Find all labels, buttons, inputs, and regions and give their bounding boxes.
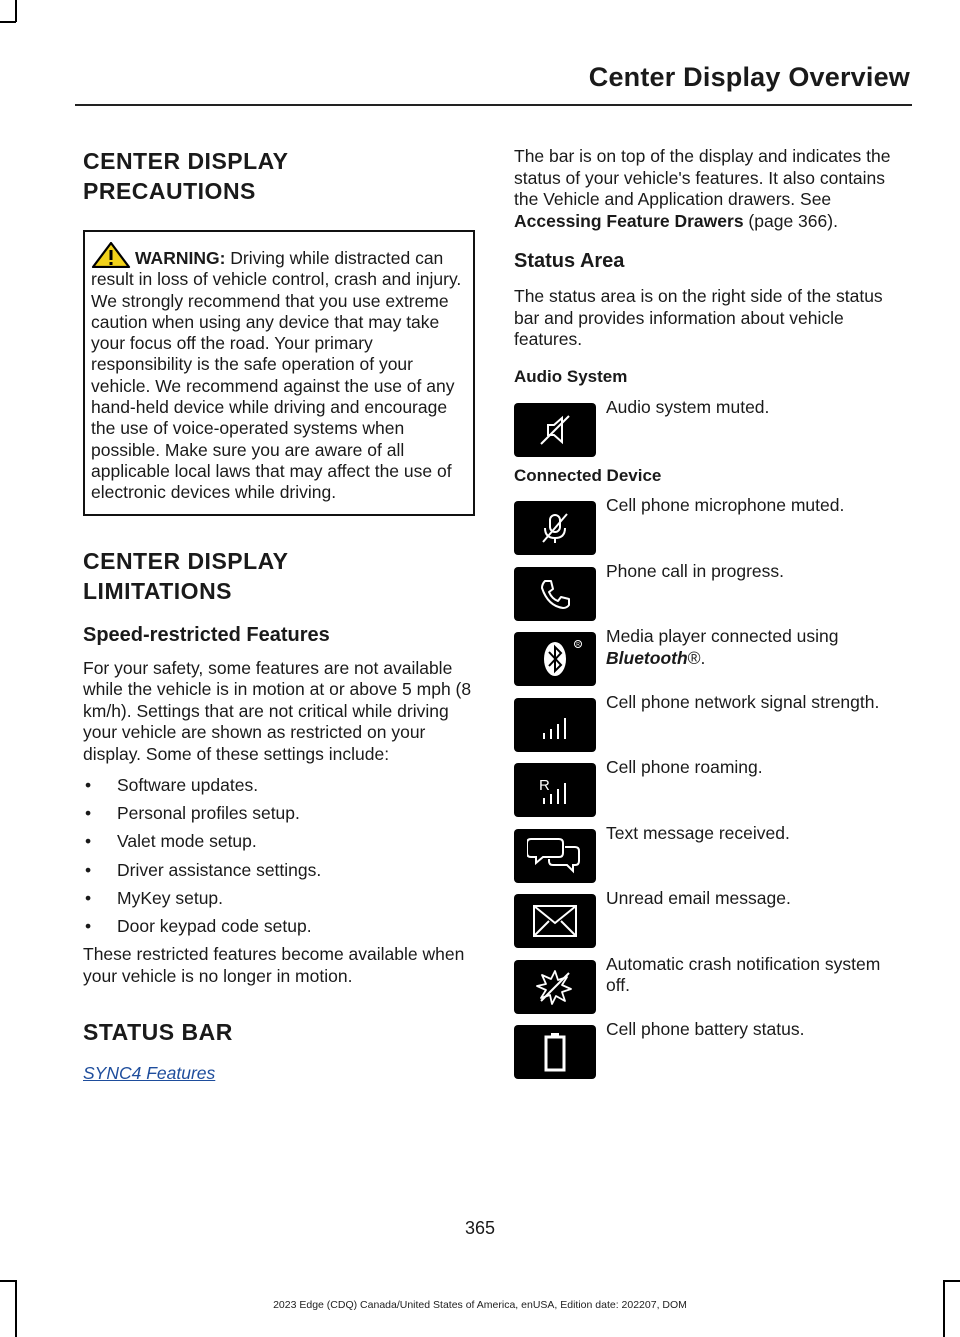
bluetooth-icon	[514, 632, 596, 686]
phone-call-icon	[514, 567, 596, 621]
status-row-crash-notification	[514, 953, 910, 1026]
speed-outro: These restricted features become available when your vehicle is no longer in motion.	[83, 944, 465, 986]
status-area-heading: Status Area	[514, 250, 625, 272]
sync-link-container	[83, 1063, 475, 1084]
status-row-signal	[514, 691, 910, 764]
status-bar-intro: The bar is on top of the display and indicates the status of your vehicle's features. It also contains the Vehicle and Application drawers. See Accessing Feature Drawers (page 366).	[514, 146, 891, 231]
microphone-muted-icon	[514, 501, 596, 555]
signal-strength-icon	[514, 698, 596, 752]
status-text: Audio system muted.	[606, 396, 770, 417]
svg-text:R: R	[576, 642, 580, 648]
speed-intro: For your safety, some features are not available while the vehicle is in motion at or above 5 mph (8 km/h). Settings that are not critical while driving your vehicle are shown as restricted on your display. Some of these settings include:	[83, 657, 472, 764]
accessing-feature-drawers-link[interactable]: Accessing Feature Drawers	[514, 210, 744, 231]
page-header-title: Center Display Overview	[588, 62, 910, 92]
status-text: Text message received.	[606, 822, 790, 843]
warning-box	[83, 230, 475, 516]
list-item: • Door keypad code setup.	[85, 916, 312, 936]
status-row-email	[514, 888, 910, 960]
precautions-title: CENTER DISPLAY PRECAUTIONS	[83, 148, 289, 204]
status-text: Cell phone microphone muted.	[606, 495, 845, 515]
audio-system-heading: Audio System	[514, 366, 628, 386]
list-item: • Driver assistance settings.	[85, 859, 322, 880]
battery-icon	[514, 1025, 596, 1079]
status-text: Cell phone network signal strength.	[606, 691, 880, 712]
page-footer: 2023 Edge (CDQ) Canada/United States of America, enUSA, Edition date: 202207, DOM	[273, 1299, 687, 1311]
warning-triangle-icon	[91, 242, 131, 268]
speed-restricted-heading: Speed-restricted Features	[83, 623, 330, 646]
limitations-title: CENTER DISPLAY LIMITATIONS	[83, 547, 289, 604]
status-text: Cell phone battery status.	[606, 1019, 805, 1039]
status-text: Unread email message.	[606, 888, 791, 908]
warning-label: WARNING:	[135, 248, 226, 268]
page-number: 365	[464, 1218, 496, 1238]
crop-mark	[0, 1280, 16, 1282]
header-divider	[75, 104, 912, 106]
status-area-text: The status area is on the right side of the status bar and provides information about vehicle features.	[514, 286, 883, 349]
svg-text:R: R	[539, 777, 550, 794]
list-item: • Personal profiles setup.	[85, 803, 300, 824]
status-row-mic-muted	[514, 495, 910, 567]
text-message-icon	[514, 829, 596, 883]
list-item: • MyKey setup.	[85, 887, 224, 908]
status-text: Phone call in progress.	[606, 560, 785, 581]
list-item: • Software updates.	[85, 775, 259, 796]
crop-mark	[944, 1280, 960, 1282]
speaker-muted-icon	[514, 403, 596, 457]
roaming-icon	[514, 763, 596, 817]
status-row-roaming	[514, 757, 910, 829]
status-bar-title: STATUS BAR	[83, 1019, 233, 1046]
crop-mark	[15, 0, 17, 22]
status-row-audio-muted	[514, 396, 910, 469]
restricted-settings-list	[83, 775, 475, 937]
status-text: Media player connected using Bluetooth®.	[606, 626, 839, 668]
status-row-phone-call	[514, 560, 910, 633]
status-row-bluetooth	[514, 626, 910, 698]
status-row-text-message	[514, 822, 910, 895]
email-icon	[514, 894, 596, 948]
list-item: • Valet mode setup.	[85, 831, 257, 852]
status-text: Automatic crash notification system off.	[606, 953, 881, 995]
sync4-features-link[interactable]: SYNC4 Features	[83, 1063, 216, 1084]
status-text: Cell phone roaming.	[606, 757, 763, 777]
status-row-battery	[514, 1019, 910, 1091]
crash-notification-off-icon	[514, 960, 596, 1014]
left-column	[83, 146, 475, 1084]
right-column	[514, 146, 910, 1091]
warning-text: Driving while distracted can result in loss of vehicle control, crash and injury. We strongly recommend that you use extreme caution when using any device that may take your focus off the road. Your primary responsibility is the safe operation of your vehicle. We recommend against the use of any hand-held device while driving and encourage the use of voice-operated systems when possible. Make sure you are aware of all applicable local laws that may affect the use of electronic devices while driving.	[91, 248, 462, 503]
crop-mark	[0, 21, 16, 23]
connected-device-heading: Connected Device	[514, 466, 662, 485]
